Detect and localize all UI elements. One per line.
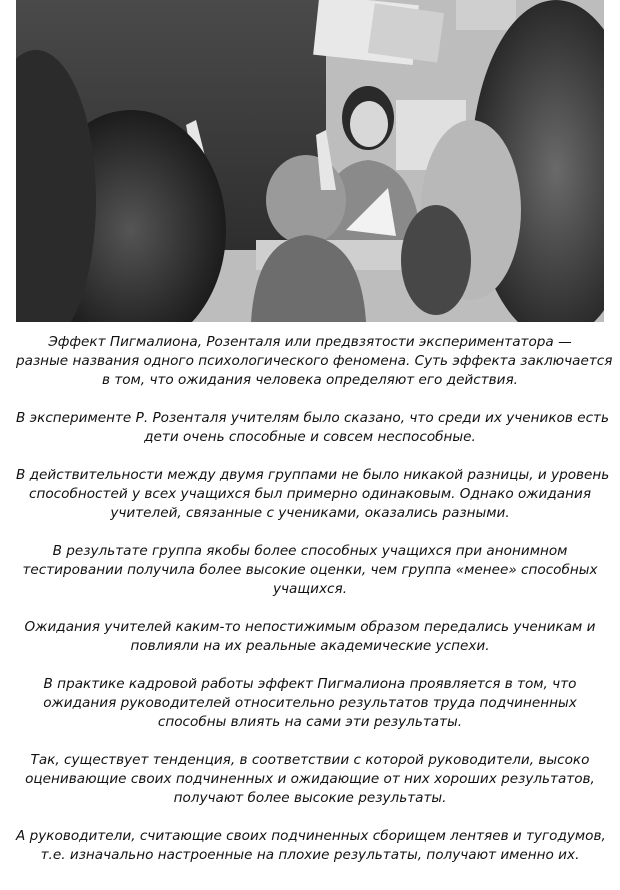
paragraph-line: дети очень способные и совсем неспособные.: [144, 429, 476, 445]
paragraph-line: учителей, связанные с учениками, оказались разными.: [110, 505, 510, 521]
student-head: [401, 205, 471, 315]
article-paragraph: [16, 675, 604, 732]
pinned-picture: [368, 3, 444, 62]
paragraph-line: способны влиять на сами эти результаты.: [157, 714, 463, 730]
paragraph-line: тестировании получила более высокие оценки, чем группа «менее» способных: [22, 562, 598, 578]
classroom-photo: [16, 0, 604, 322]
paragraph-line: повлияли на их реальные академические успехи.: [130, 638, 490, 654]
paragraph-line: учащихся.: [272, 581, 348, 597]
classroom-illustration: [16, 0, 604, 322]
paragraph-line: т.е. изначально настроенные на плохие результаты, получают именно их.: [40, 847, 580, 863]
paragraph-line: Ожидания учителей каким-то непостижимым образом передались ученикам и: [24, 619, 596, 635]
paragraph-line: Эффект Пигмалиона, Розенталя или предвзятости экспериментатора —: [48, 334, 572, 350]
paragraph-line: разные названия одного психологического феномена. Суть эффекта заключается: [16, 353, 613, 369]
student-head: [266, 155, 346, 245]
article-paragraph: [16, 542, 604, 599]
article-paragraph: [16, 466, 610, 523]
paragraph-line: В действительности между двумя группами не было никакой разницы, и уровень: [16, 467, 610, 483]
paragraph-line: Так, существует тенденция, в соответствии с которой руководители, высоко: [30, 752, 590, 768]
paragraph-line: В результате группа якобы более способных учащихся при анонимном: [52, 543, 568, 559]
paragraph-line: В практике кадровой работы эффект Пигмалиона проявляется в том, что: [43, 676, 577, 692]
paragraph-line: В эксперименте Р. Розенталя учителям было сказано, что среди их учеников есть: [16, 410, 609, 426]
paragraph-line: оценивающие своих подчиненных и ожидающие от них хороших результатов,: [25, 771, 595, 787]
article-paragraph: [16, 618, 604, 656]
paragraph-line: способностей у всех учащихся был примерно одинаковым. Однако ожидания: [29, 486, 591, 502]
teacher-face: [350, 101, 388, 147]
paragraph-line: А руководители, считающие своих подчиненных сборищем лентяев и тугодумов,: [16, 828, 606, 844]
paragraph-line: ожидания руководителей относительно результатов труда подчиненных: [43, 695, 577, 711]
article-paragraph: [16, 827, 604, 865]
paragraph-line: в том, что ожидания человека определяют его действия.: [101, 372, 519, 388]
article-paragraph: [16, 409, 609, 447]
article-text: [16, 333, 613, 865]
pinned-picture: [456, 0, 516, 30]
article-paragraph: [16, 751, 604, 808]
article-paragraph: [16, 333, 613, 390]
paragraph-line: получают более высокие результаты.: [173, 790, 447, 806]
